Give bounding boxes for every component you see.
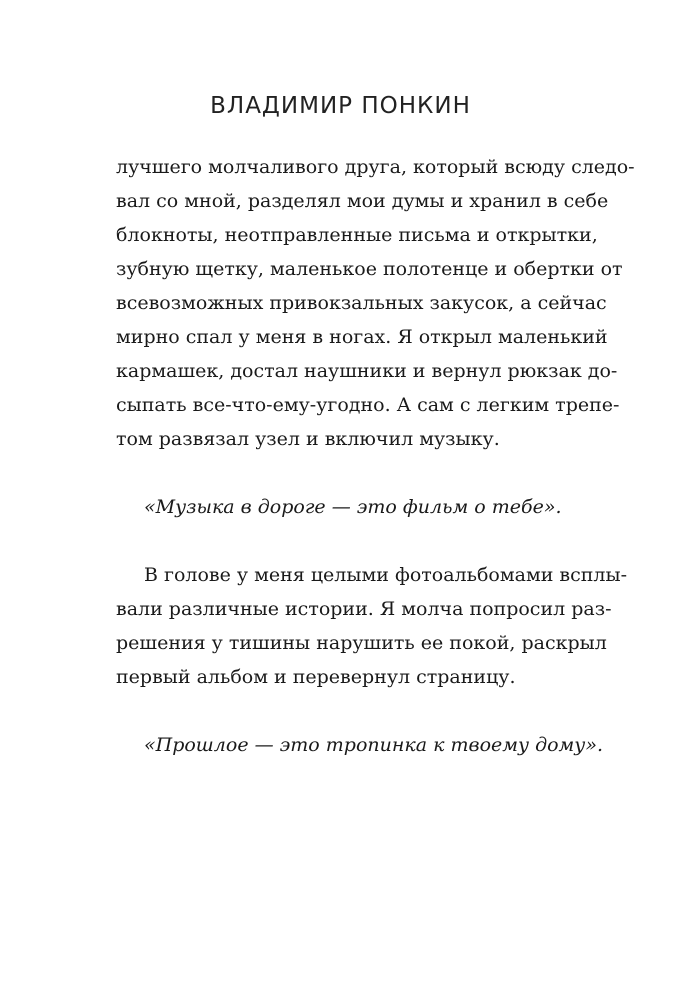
text-line: мирно спал у меня в ногах. Я открыл маленький	[116, 326, 608, 348]
running-header-author: ВЛАДИМИР ПОНКИН	[210, 93, 471, 119]
text-line: В голове у меня целыми фотоальбомами всплы-	[144, 564, 628, 586]
text-line: блокноты, неотправленные письма и открытки,	[116, 224, 598, 246]
text-line: вали различные истории. Я молча попросил раз-	[116, 598, 612, 620]
paragraph-2	[116, 558, 628, 694]
paragraph-gap	[116, 456, 564, 490]
paragraph-1	[116, 150, 635, 456]
text-line: кармашек, достал наушники и вернул рюкзак до-	[116, 360, 618, 382]
quote-music: «Музыка в дороге — это фильм о тебе».	[144, 496, 562, 518]
text-line: лучшего молчаливого друга, который всюду следо-	[116, 156, 635, 178]
body-text	[116, 150, 635, 762]
text-line: сыпать все-что-ему-угодно. А сам с легким трепе-	[116, 394, 620, 416]
text-line: первый альбом и перевернул страницу.	[116, 666, 516, 688]
text-line: зубную щетку, маленькое полотенце и обертки от	[116, 258, 623, 280]
text-line: вал со мной, разделял мои думы и хранил в себе	[116, 190, 609, 212]
text-line: том развязал узел и включил музыку.	[116, 428, 500, 450]
paragraph-gap	[116, 694, 564, 728]
quote-past: «Прошлое — это тропинка к твоему дому».	[144, 734, 603, 756]
text-line: решения у тишины нарушить ее покой, раскрыл	[116, 632, 607, 654]
paragraph-gap	[116, 524, 564, 558]
text-line: всевозможных привокзальных закусок, а сейчас	[116, 292, 607, 314]
